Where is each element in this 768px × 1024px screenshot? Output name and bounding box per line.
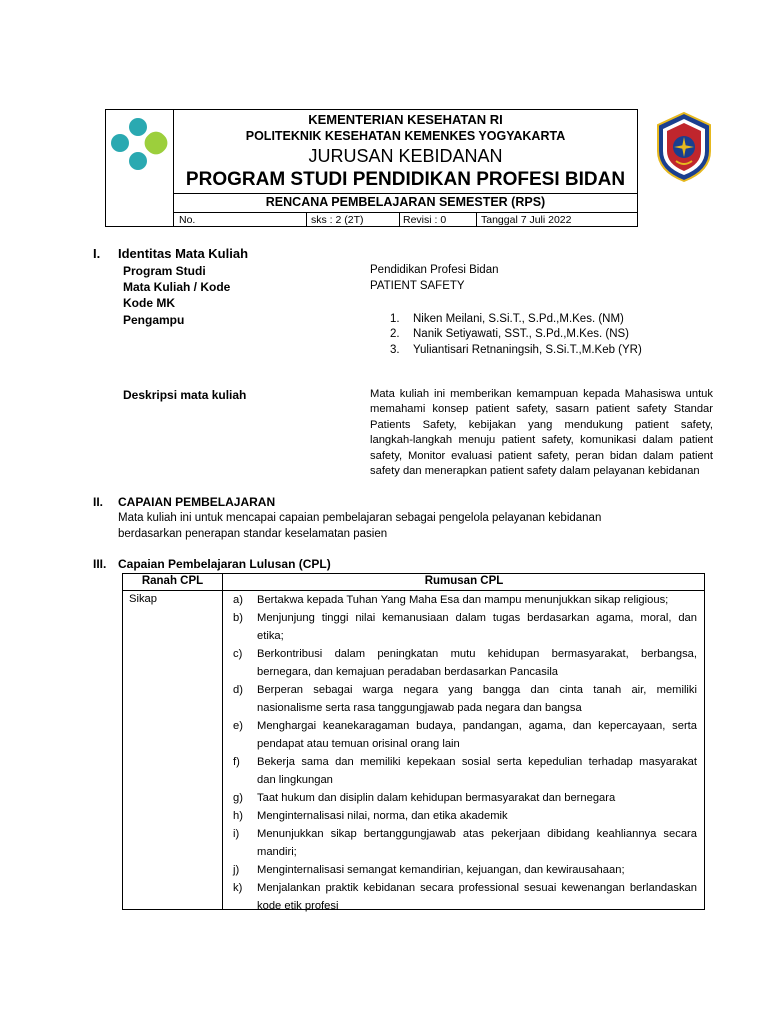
cpl-item-text: Menunjukkan sikap bertanggungjawab atas pekerjaan dibidang keahliannya secara	[257, 828, 697, 840]
cpl-item-text: Menjunjung tinggi nilai kemanusiaan dalam tugas berdasarkan agama, moral, dan	[257, 612, 697, 624]
meta-divider	[306, 212, 307, 226]
cpl-item-text: Berperan sebagai warga negara yang bangga dan cinta tanah air, memiliki	[257, 684, 697, 696]
cpl-item-text: kode etik profesi	[257, 900, 339, 912]
poltekkes-seal-icon	[652, 111, 716, 183]
description-line: Patients Safety, kebijakan yang mendukung patient safety,	[370, 418, 713, 431]
cpl-item-text: pendapat atau temuan orisinal orang lain	[257, 738, 460, 750]
ministry-name: KEMENTERIAN KESEHATAN RI	[308, 112, 503, 127]
cpl-item-text: bernegara, dan kemajuan peradaban berdasarkan Pancasila	[257, 666, 559, 678]
cpl-item-letter: a)	[233, 594, 243, 606]
description-line: langkah-langkah menuju patient safety, komunikasi dalam patient	[370, 434, 713, 447]
cpl-item	[123, 591, 706, 609]
cpl-item-letter: h)	[233, 810, 243, 822]
label-kode-mk: Kode MK	[123, 296, 175, 310]
description-line: safety, Monitor evaluasi patient safety, peran bidan dalam patient	[370, 449, 713, 462]
cpl-item	[123, 681, 706, 717]
cpl-item-letter: b)	[233, 612, 243, 624]
table-cell-ranah: Sikap	[129, 593, 157, 605]
meta-sks: sks : 2 (2T)	[311, 214, 364, 226]
cpl-item	[123, 645, 706, 681]
cpl-item-text: Taat hukum dan disiplin dalam kehidupan bermasyarakat dan bernegara	[257, 792, 616, 804]
cpl-item-letter: d)	[233, 684, 243, 696]
cpl-item	[123, 807, 706, 825]
label-mata-kuliah: Mata Kuliah / Kode	[123, 280, 231, 294]
section-2-title: CAPAIAN PEMBELAJARAN	[118, 495, 276, 509]
cpl-item-text: Menginternalisasi semangat kemandirian, kejuangan, dan kewirausahaan;	[257, 864, 625, 876]
lecturer-name: Nanik Setiyawati, SST., S.Pd.,M.Kes. (NS)	[413, 328, 630, 340]
course-description	[370, 387, 713, 479]
cpl-item-text: Bekerja sama dan memiliki kepekaan sosial serta kepedulian terhadap masyarakat	[257, 756, 697, 768]
document-title: RENCANA PEMBELAJARAN SEMESTER (RPS)	[265, 195, 546, 209]
cpl-item-text: Menjalankan praktik kebidanan secara professional sesuai kewenangan berlandaskan	[257, 882, 697, 894]
cpl-item	[123, 879, 706, 915]
header-rule	[174, 193, 637, 194]
description-line: safety dan menerapkan patient safety dalam pelayanan kebidanan	[370, 465, 700, 478]
meta-divider	[399, 212, 400, 226]
section-2-number: II.	[93, 495, 104, 509]
cpl-item-text: dan lingkungan	[257, 774, 333, 786]
cpl-item-text: nasionalisme serta rasa tanggungjawab pada negara dan bangsa	[257, 702, 582, 714]
cpl-item-text: Menginternalisasi nilai, norma, dan etika akademik	[257, 810, 508, 822]
meta-no: No.	[179, 214, 196, 226]
cpl-item-letter: c)	[233, 648, 243, 660]
lecturer-number: 1.	[390, 313, 400, 325]
cpl-table	[122, 573, 705, 910]
cpl-item-letter: i)	[233, 828, 240, 840]
kemenkes-logo-icon	[107, 114, 171, 184]
cpl-item	[123, 717, 706, 753]
cpl-item-letter: j)	[233, 864, 240, 876]
lecturer-number: 3.	[390, 344, 400, 356]
cpl-item	[123, 609, 706, 645]
section-2-text-line: berdasarkan penerapan standar keselamatan pasien	[118, 528, 388, 540]
value-mata-kuliah: PATIENT SAFETY	[370, 280, 465, 292]
section-3-title: Capaian Pembelajaran Lulusan (CPL)	[118, 557, 331, 571]
meta-revisi: Revisi : 0	[403, 214, 447, 226]
section-1-title: Identitas Mata Kuliah	[118, 246, 249, 261]
label-pengampu: Pengampu	[123, 313, 185, 327]
section-2-text-line: Mata kuliah ini untuk mencapai capaian pembelajaran sebagai pengelola pelayanan kebidanan	[118, 512, 602, 524]
meta-divider	[476, 212, 477, 226]
polytechnic-name: POLITEKNIK KESEHATAN KEMENKES YOGYAKARTA	[245, 129, 566, 143]
cpl-item-letter: g)	[233, 792, 243, 804]
lecturer-name: Niken Meilani, S.Si.T., S.Pd.,M.Kes. (NM)	[413, 313, 624, 325]
cpl-item-letter: k)	[233, 882, 243, 894]
cpl-item-text: mandiri;	[257, 846, 297, 858]
header-rule	[174, 212, 637, 213]
label-deskripsi: Deskripsi mata kuliah	[123, 388, 247, 402]
cpl-item-letter: f)	[233, 756, 240, 768]
lecturer-number: 2.	[390, 328, 400, 340]
section-3-number: III.	[93, 557, 107, 571]
cpl-item	[123, 861, 706, 879]
cpl-item	[123, 789, 706, 807]
section-1-number: I.	[93, 246, 101, 261]
label-program-studi: Program Studi	[123, 264, 206, 278]
cpl-item-letter: e)	[233, 720, 243, 732]
cpl-item-text: etika;	[257, 630, 284, 642]
cpl-item-text: Berkontribusi dalam peningkatan mutu kehidupan bermasyarakat, berbangsa,	[257, 648, 697, 660]
document-header	[105, 109, 638, 227]
cpl-item	[123, 753, 706, 789]
description-line: Mata kuliah ini memberikan kemampuan kepada Mahasiswa untuk	[370, 388, 713, 400]
cpl-item-text: Menghargai keanekaragaman budaya, pandangan, agama, dan kepercayaan, serta	[257, 720, 697, 732]
table-header-rumusan: Rumusan CPL	[424, 575, 504, 587]
program-name: PROGRAM STUDI PENDIDIKAN PROFESI BIDAN	[185, 169, 626, 190]
value-program-studi: Pendidikan Profesi Bidan	[370, 264, 499, 276]
lecturer-name: Yuliantisari Retnaningsih, S.Si.T.,M.Keb (YR)	[413, 344, 642, 356]
department-name: JURUSAN KEBIDANAN	[308, 146, 503, 166]
description-line: memahami konsep patient safety, sasarn patient safety Standar	[370, 403, 713, 416]
table-header-ranah: Ranah CPL	[141, 575, 204, 587]
cpl-item-text: Bertakwa kepada Tuhan Yang Maha Esa dan mampu menunjukkan sikap religious;	[257, 594, 669, 606]
meta-tanggal: Tanggal 7 Juli 2022	[481, 214, 572, 226]
cpl-item	[123, 825, 706, 861]
